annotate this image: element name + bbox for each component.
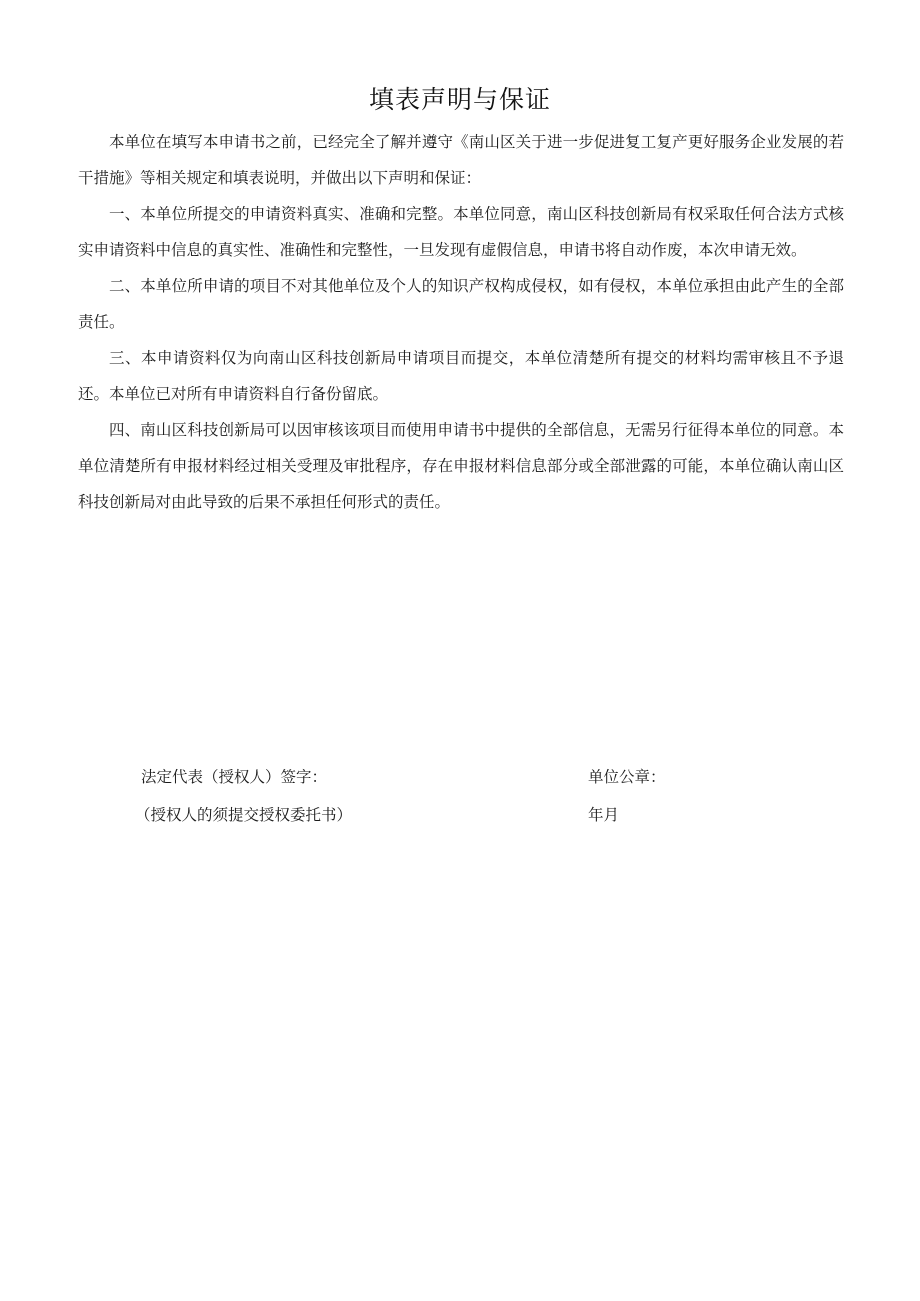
document-title: 填表声明与保证 [368, 85, 551, 114]
clause-3-paragraph: 三、本申请资料仅为向南山区科技创新局申请项目而提交，本单位清楚所有提交的材料均需审核且不予退还。本单位已对所有申请资料自行备份留底。 [78, 349, 844, 403]
representative-signature-label: 法定代表（授权人）签字： [141, 768, 328, 786]
clause-2-paragraph: 二、本单位所申请的项目不对其他单位及个人的知识产权构成侵权，如有侵权，本单位承担由此产生的全部责任。 [78, 277, 844, 331]
clause-4-paragraph: 四、南山区科技创新局可以因审核该项目而使用申请书中提供的全部信息，无需另行征得本单位的同意。本单位清楚所有申报材料经过相关受理及审批程序，存在申报材料信息部分或全部泄露的可能，本单位确认南山区科技创新局对由此导致的后果不承担任何形式的责任。 [78, 421, 844, 511]
date-label: 年月 [588, 806, 620, 824]
declaration-body [78, 124, 844, 520]
company-seal-label: 单位公章： [588, 768, 666, 786]
intro-paragraph: 本单位在填写本申请书之前，已经完全了解并遵守《南山区关于进一步促进复工复产更好服务企业发展的若干措施》等相关规定和填表说明，并做出以下声明和保证： [78, 133, 844, 187]
clause-1-paragraph: 一、本单位所提交的申请资料真实、准确和完整。本单位同意，南山区科技创新局有权采取任何合法方式核实申请资料中信息的真实性、准确性和完整性，一旦发现有虚假信息，申请书将自动作废，本次申请无效。 [78, 205, 844, 259]
authorization-note: （授权人的须提交授权委托书） [135, 806, 353, 824]
